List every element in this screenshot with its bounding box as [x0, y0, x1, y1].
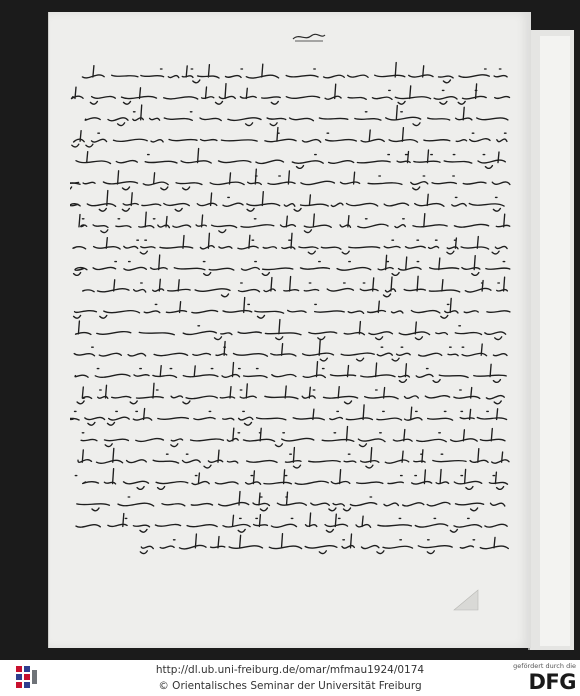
handwritten-line: [83, 276, 508, 296]
handwritten-stroke: [76, 149, 505, 169]
handwritten-line: [70, 128, 507, 147]
handwritten-line: [71, 84, 509, 104]
handwritten-stroke: [74, 340, 507, 361]
handwritten-stroke: [78, 448, 509, 468]
dfg-logo: DFG: [528, 670, 576, 694]
footer: [0, 660, 580, 696]
handwritten-stroke: [79, 212, 510, 232]
handwritten-stroke: [71, 84, 509, 104]
handwritten-stroke: [75, 469, 507, 490]
handwritten-line: [74, 340, 507, 361]
handwritten-line: [79, 212, 510, 232]
handwritten-line: [78, 448, 509, 468]
copyright-notice: © Orientalisches Seminar der Universität Freiburg: [158, 680, 422, 692]
handwritten-stroke: [74, 298, 510, 319]
handwritten-stroke: [83, 276, 508, 296]
permalink-url[interactable]: http://dl.ub.uni-freiburg.de/omar/mfmau1924/0174: [155, 664, 425, 676]
handwritten-stroke: [82, 63, 507, 83]
handwritten-line: [82, 63, 507, 83]
dfg-caption: gefördert durch die: [513, 662, 576, 670]
handwritten-line: [70, 405, 507, 425]
dfg-funding-block: [510, 662, 576, 694]
handwritten-stroke: [77, 383, 504, 403]
handwritten-line: [74, 298, 510, 319]
folio-heading: [289, 30, 329, 44]
next-page-edge-highlight: [540, 36, 570, 646]
handwritten-line: [74, 255, 510, 275]
handwritten-stroke: [85, 105, 508, 126]
handwritten-stroke: [74, 255, 510, 275]
handwritten-stroke: [81, 427, 505, 447]
handwritten-stroke: [77, 492, 505, 511]
handwritten-line: [75, 469, 507, 490]
handwritten-stroke: [70, 128, 507, 147]
handwritten-stroke: [73, 233, 507, 254]
handwritten-line: [70, 191, 504, 212]
university-logo-icon: [14, 664, 40, 692]
handwritten-stroke: [76, 513, 507, 532]
handwritten-text-block: [70, 60, 522, 580]
handwritten-line: [77, 492, 505, 511]
handwritten-stroke: [140, 534, 508, 554]
handwritten-line: [76, 320, 506, 340]
handwritten-stroke: [70, 405, 507, 425]
handwritten-stroke: [70, 191, 504, 212]
handwritten-line: [70, 169, 510, 190]
handwritten-line: [76, 149, 505, 169]
handwritten-line: [77, 383, 504, 403]
handwritten-stroke: [75, 362, 506, 383]
page-corner: [452, 588, 480, 612]
handwritten-line: [75, 362, 506, 383]
handwritten-line: [85, 105, 508, 126]
handwritten-stroke: [76, 320, 506, 340]
handwritten-line: [73, 233, 507, 254]
handwritten-line: [140, 534, 508, 554]
handwritten-line: [81, 427, 505, 447]
handwritten-line: [76, 513, 507, 532]
handwritten-stroke: [70, 169, 510, 190]
